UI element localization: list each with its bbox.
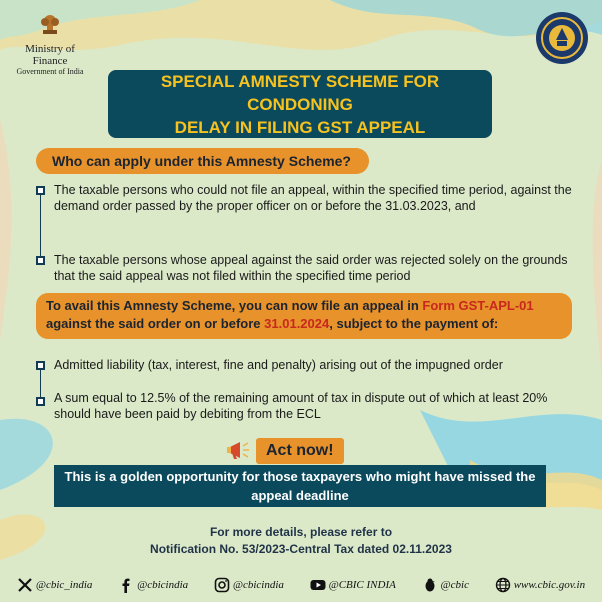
national-emblem-icon bbox=[39, 10, 61, 36]
notification-reference: Notification No. 53/2023-Central Tax dated 02.11.2023 bbox=[150, 542, 452, 556]
payment-item: Admitted liability (tax, interest, fine and penalty) arising out of the impugned order bbox=[54, 358, 503, 372]
avail-text-part3: , subject to the payment of: bbox=[329, 316, 499, 331]
government-name: Government of India bbox=[16, 67, 84, 76]
instagram-icon bbox=[214, 577, 230, 593]
act-now-badge: Act now! bbox=[256, 438, 344, 464]
avail-scheme-box bbox=[36, 293, 572, 339]
bullet-icon bbox=[36, 186, 45, 195]
bullet-icon bbox=[36, 256, 45, 265]
bullet-icon bbox=[36, 397, 45, 406]
facebook-icon bbox=[118, 577, 134, 593]
instagram-handle: @cbicindia bbox=[232, 579, 284, 591]
avail-text-part2: against the said order on or before bbox=[46, 316, 265, 331]
form-name: Form GST-APL-01 bbox=[422, 298, 534, 313]
globe-icon bbox=[495, 577, 511, 593]
ministry-logo bbox=[10, 10, 90, 77]
top-wave-decoration bbox=[0, 0, 602, 80]
facebook-handle-link[interactable] bbox=[118, 577, 188, 593]
payment-connector-line bbox=[40, 367, 41, 399]
website-url: www.cbic.gov.in bbox=[513, 579, 586, 591]
x-icon bbox=[17, 577, 33, 593]
koo-handle-link[interactable] bbox=[422, 577, 469, 593]
eligibility-heading: Who can apply under this Amnesty Scheme? bbox=[36, 148, 369, 174]
page-title bbox=[108, 70, 492, 138]
koo-handle: @cbic bbox=[440, 579, 469, 591]
deadline-date: 31.01.2024 bbox=[264, 316, 330, 331]
avail-text-part1: To avail this Amnesty Scheme, you can now file an appeal in bbox=[46, 298, 423, 313]
details-line-1: For more details, please refer to bbox=[209, 525, 393, 539]
title-line-2: DELAY IN FILING GST APPEAL bbox=[174, 117, 426, 137]
cbic-seal-icon bbox=[534, 10, 590, 66]
koo-bird-icon bbox=[422, 577, 438, 593]
golden-line-1: This is a golden opportunity for those taxpayers who might have missed the bbox=[64, 469, 536, 484]
bullet-icon bbox=[36, 361, 45, 370]
title-line-1: SPECIAL AMNESTY SCHEME FOR CONDONING bbox=[160, 71, 440, 114]
youtube-handle: @CBIC INDIA bbox=[328, 579, 396, 591]
website-link[interactable] bbox=[495, 577, 585, 593]
social-footer bbox=[0, 568, 602, 602]
megaphone-icon bbox=[226, 438, 252, 462]
youtube-handle-link[interactable] bbox=[310, 577, 396, 593]
eligibility-item: The taxable persons who could not file an appeal, within the specified time period, against the demand order passed by the proper officer on or before the 31.03.2023, and bbox=[54, 183, 572, 213]
youtube-icon bbox=[310, 577, 326, 593]
payment-item: A sum equal to 12.5% of the remaining amount of tax in dispute out of which at least 20% should have been paid by debiting from the ECL bbox=[54, 391, 548, 421]
eligibility-connector-line bbox=[40, 193, 41, 258]
x-handle: @cbic_india bbox=[35, 579, 93, 591]
instagram-handle-link[interactable] bbox=[214, 577, 284, 593]
eligibility-item: The taxable persons whose appeal against the said order was rejected solely on the grounds that the said appeal was not filed within the specified time period bbox=[54, 253, 568, 283]
golden-line-2: appeal deadline bbox=[251, 488, 349, 503]
golden-opportunity-banner bbox=[54, 465, 546, 507]
facebook-handle: @cbicindia bbox=[137, 579, 189, 591]
ministry-name: Ministry of Finance bbox=[25, 43, 75, 67]
x-handle-link[interactable] bbox=[17, 577, 93, 593]
